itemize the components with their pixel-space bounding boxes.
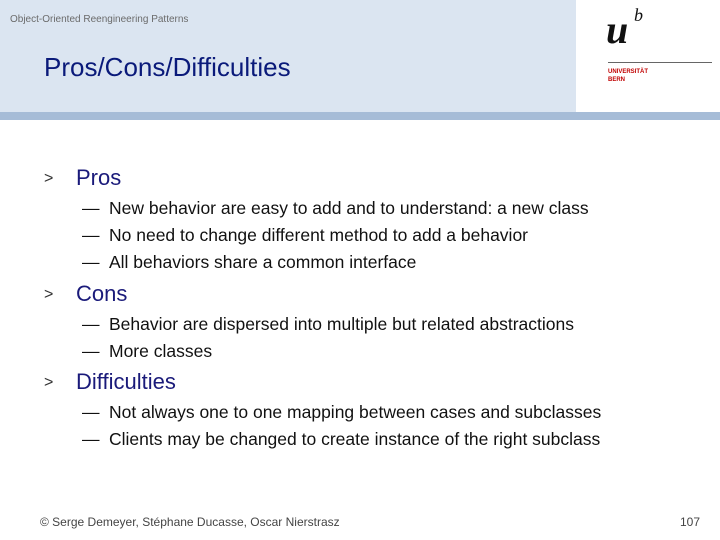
logo-divider bbox=[608, 62, 712, 63]
page-number: 107 bbox=[679, 515, 700, 529]
section-heading-difficulties bbox=[44, 369, 176, 395]
section-heading-label: Cons bbox=[76, 281, 128, 306]
list-item bbox=[82, 252, 416, 273]
item-text: More classes bbox=[109, 341, 213, 361]
item-dash: — bbox=[82, 252, 100, 272]
item-text: Behavior are dispersed into multiple but related abstractions bbox=[109, 314, 574, 334]
header-rule bbox=[0, 112, 720, 120]
section-marker: > bbox=[44, 286, 54, 303]
item-dash: — bbox=[82, 225, 100, 245]
list-item bbox=[82, 314, 574, 335]
item-text: Clients may be changed to create instance of the right subclass bbox=[109, 429, 601, 449]
item-text: All behaviors share a common interface bbox=[109, 252, 417, 272]
list-item bbox=[82, 429, 600, 450]
list-item bbox=[82, 225, 528, 246]
section-marker: > bbox=[44, 374, 54, 391]
item-dash: — bbox=[82, 429, 100, 449]
section-heading-label: Pros bbox=[76, 165, 122, 190]
item-dash: — bbox=[82, 198, 100, 218]
section-marker: > bbox=[44, 170, 54, 187]
list-item bbox=[82, 198, 589, 219]
item-text: New behavior are easy to add and to understand: a new class bbox=[109, 198, 589, 218]
section-heading-pros bbox=[44, 165, 121, 191]
section-heading-label: Difficulties bbox=[76, 369, 176, 394]
logo-b-mark: b bbox=[634, 5, 643, 25]
section-heading-cons bbox=[44, 281, 127, 307]
list-item bbox=[82, 402, 601, 423]
item-dash: — bbox=[82, 402, 100, 422]
item-text: Not always one to one mapping between cases and subclasses bbox=[109, 402, 602, 422]
item-dash: — bbox=[82, 341, 100, 361]
course-title: Object-Oriented Reengineering Patterns bbox=[10, 14, 189, 25]
footer-copyright: © Serge Demeyer, Stéphane Ducasse, Oscar Nierstrasz bbox=[40, 515, 340, 529]
item-text: No need to change different method to add a behavior bbox=[109, 225, 529, 245]
logo-u-mark: u bbox=[606, 7, 629, 52]
university-logo bbox=[600, 4, 712, 104]
slide-title: Pros/Cons/Difficulties bbox=[44, 52, 291, 82]
list-item bbox=[82, 341, 212, 362]
logo-text: UNIVERSITÄT BERN bbox=[608, 69, 649, 83]
item-dash: — bbox=[82, 314, 100, 334]
